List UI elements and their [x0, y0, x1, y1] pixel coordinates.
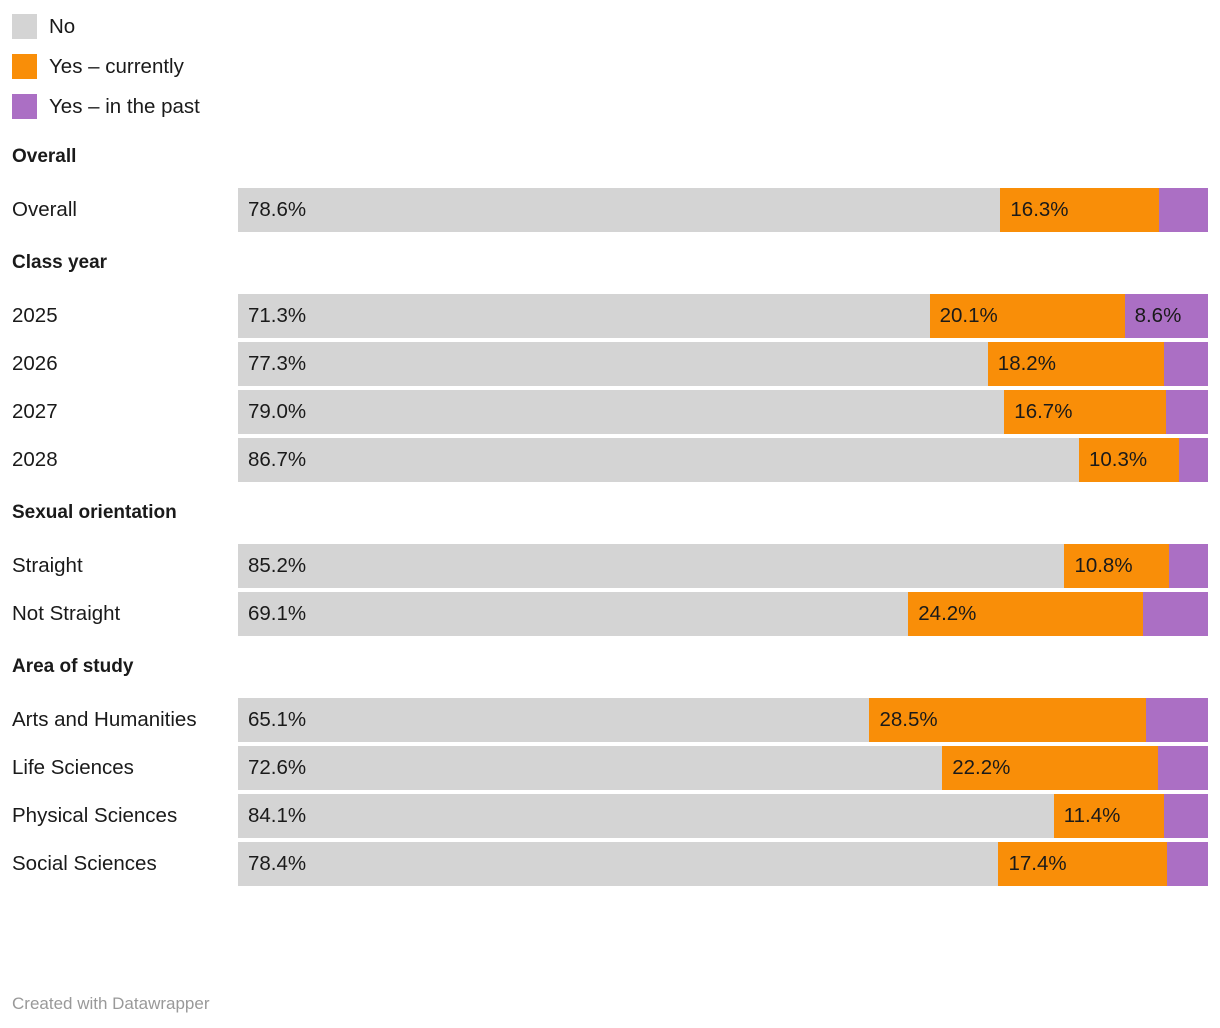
bar-track [238, 188, 1208, 232]
bar-row-label: Straight [12, 554, 83, 577]
group-title-spacer [0, 172, 1220, 186]
bar-row-label: Not Straight [12, 602, 121, 625]
legend-item[interactable] [12, 92, 200, 120]
legend-item[interactable] [12, 52, 200, 80]
bar-row [0, 792, 1220, 840]
bar-segment-value: 11.4% [1063, 804, 1121, 827]
bar-segment[interactable] [238, 390, 1004, 434]
bar-segment-value: 8.6% [1134, 304, 1182, 327]
bar-segment-value: 17.4% [1008, 852, 1067, 875]
bar-segment[interactable] [238, 438, 1079, 482]
group-spacer [0, 638, 1220, 652]
legend-swatch-icon [12, 94, 37, 119]
bar-row [0, 186, 1220, 234]
bar-segment-value: 16.7% [1014, 400, 1073, 423]
group-spacer [0, 234, 1220, 248]
bar-row [0, 388, 1220, 436]
bar-segment-value: 71.3% [248, 304, 307, 327]
bar-segment[interactable] [238, 746, 942, 790]
bar-segment[interactable] [238, 794, 1054, 838]
group-title: Class year [12, 252, 108, 273]
bar-track [238, 438, 1208, 482]
chart-legend [12, 12, 200, 132]
bar-segment[interactable] [1166, 390, 1208, 434]
bar-track [238, 842, 1208, 886]
bar-track [238, 592, 1208, 636]
bar-track [238, 390, 1208, 434]
bar-segment-value: 86.7% [248, 448, 307, 471]
bar-segment-value: 69.1% [248, 602, 307, 625]
bar-segment[interactable] [869, 698, 1145, 742]
bar-segment-value: 20.1% [939, 304, 998, 327]
bar-row-label: Life Sciences [12, 756, 134, 779]
bar-segment[interactable] [930, 294, 1125, 338]
bar-track [238, 342, 1208, 386]
bar-row-label: 2025 [12, 304, 58, 327]
bar-segment[interactable] [1164, 342, 1208, 386]
bar-segment[interactable] [1054, 794, 1165, 838]
bar-segment-value: 65.1% [248, 708, 307, 731]
bar-track [238, 746, 1208, 790]
bar-segment-value: 22.2% [952, 756, 1011, 779]
bar-segment[interactable] [988, 342, 1165, 386]
bar-segment[interactable] [998, 842, 1167, 886]
bar-segment-value: 72.6% [248, 756, 307, 779]
bar-row-label: Physical Sciences [12, 804, 178, 827]
bar-segment[interactable] [1000, 188, 1158, 232]
legend-label: Yes – currently [49, 54, 184, 78]
bar-segment[interactable] [238, 544, 1064, 588]
legend-item[interactable] [12, 12, 200, 40]
bar-row [0, 744, 1220, 792]
bar-segment-value: 78.6% [248, 198, 307, 221]
bar-segment[interactable] [238, 294, 930, 338]
bar-segment[interactable] [238, 842, 998, 886]
bar-segment[interactable] [1169, 544, 1208, 588]
group-title-spacer [0, 528, 1220, 542]
bar-segment[interactable] [238, 698, 869, 742]
bar-segment[interactable] [1146, 698, 1208, 742]
chart-plot-area [0, 142, 1220, 888]
group-title: Area of study [12, 656, 134, 677]
bar-segment-value: 77.3% [248, 352, 307, 375]
bar-row-label: Arts and Humanities [12, 708, 197, 731]
bar-row-label: Overall [12, 198, 77, 221]
bar-segment[interactable] [238, 592, 908, 636]
bar-track [238, 544, 1208, 588]
bar-segment[interactable] [1179, 438, 1208, 482]
bar-segment[interactable] [1079, 438, 1179, 482]
bar-row-label: 2027 [12, 400, 58, 423]
bar-segment[interactable] [1167, 842, 1208, 886]
bar-segment-value: 10.3% [1088, 448, 1148, 471]
group-title-spacer [0, 278, 1220, 292]
bar-segment-value: 79.0% [248, 400, 307, 423]
chart-credit: Created with Datawrapper [12, 994, 210, 1013]
bar-row-label: 2028 [12, 448, 58, 471]
bar-segment[interactable] [1158, 746, 1208, 790]
bar-segment[interactable] [1125, 294, 1208, 338]
bar-segment[interactable] [238, 188, 1000, 232]
bar-row-label: Social Sciences [12, 852, 157, 875]
bar-segment[interactable] [1004, 390, 1166, 434]
bar-segment[interactable] [908, 592, 1143, 636]
legend-label: No [49, 14, 76, 38]
bar-segment-value: 10.8% [1074, 554, 1133, 577]
bar-segment-value: 78.4% [248, 852, 307, 875]
bar-segment[interactable] [238, 342, 988, 386]
bar-row [0, 542, 1220, 590]
bar-segment-value: 28.5% [879, 708, 938, 731]
group-title: Overall [12, 146, 77, 167]
legend-swatch-icon [12, 14, 37, 39]
bar-row [0, 840, 1220, 888]
bar-track [238, 294, 1208, 338]
bar-segment[interactable] [1159, 188, 1208, 232]
group-title-spacer [0, 682, 1220, 696]
bar-segment-value: 24.2% [918, 602, 977, 625]
bar-segment-value: 84.1% [248, 804, 307, 827]
bar-segment[interactable] [942, 746, 1157, 790]
bar-segment[interactable] [1143, 592, 1208, 636]
bar-row [0, 436, 1220, 484]
bar-row-label: 2026 [12, 352, 58, 375]
bar-row [0, 590, 1220, 638]
bar-row [0, 340, 1220, 388]
group-title: Sexual orientation [12, 502, 177, 523]
bar-track [238, 794, 1208, 838]
group-spacer [0, 484, 1220, 498]
bar-row [0, 292, 1220, 340]
bar-track [238, 698, 1208, 742]
bar-segment-value: 18.2% [997, 352, 1056, 375]
legend-label: Yes – in the past [49, 94, 200, 118]
bar-segment-value: 16.3% [1010, 198, 1069, 221]
legend-swatch-icon [12, 54, 37, 79]
bar-row [0, 696, 1220, 744]
bar-segment[interactable] [1164, 794, 1208, 838]
bar-segment[interactable] [1064, 544, 1169, 588]
bar-segment-value: 85.2% [248, 554, 307, 577]
